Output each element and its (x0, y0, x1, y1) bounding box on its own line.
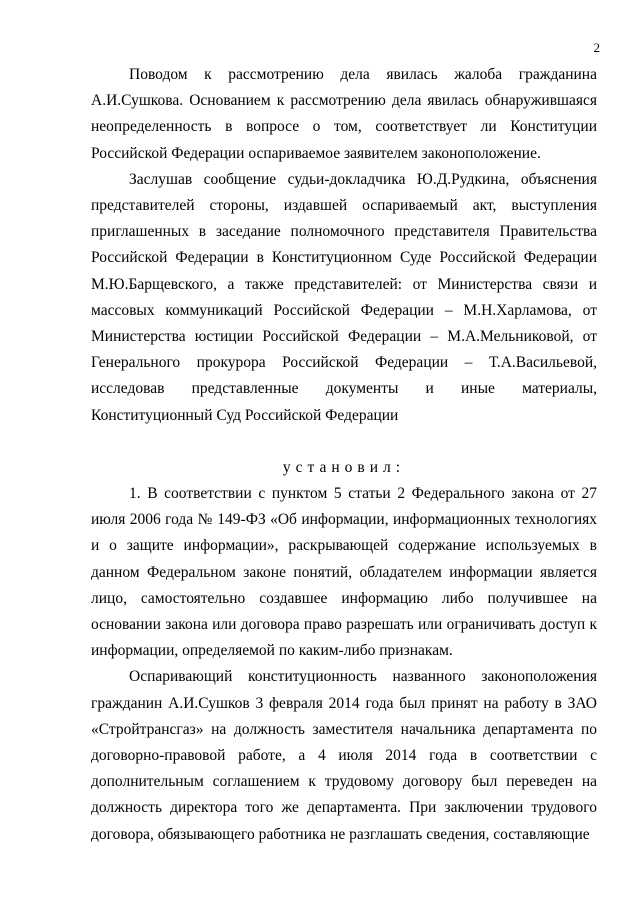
paragraph-hearing: Заслушав сообщение судьи-докладчика Ю.Д.Рудкина, объяснения представителей стороны, издавшей оспариваемый акт, выступления приглашенных в заседание полномочного представителя Правительства Российской Федерации в Конституционном Суде Российской Федерации М.Ю.Барщевского, а также представителей: от Министерства связи и массовых коммуникаций Российской Федерации – М.Н.Харламова, от Министерства юстиции Российской Федерации – М.А.Мельниковой, от Генерального прокурора Российской Федерации – Т.А.Васильевой, исследовав представленные документы и иные материалы, Конституционный Суд Российской Федерации (91, 170, 597, 424)
paragraph-grounds: Поводом к рассмотрению дела явилась жалоба гражданина А.И.Сушкова. Основанием к рассмотрению дела явилась обнаружившаяся неопределенность в вопросе о том, соответствует ли Конституции Российской Федерации оспариваемое заявителем законоположение. (91, 66, 597, 162)
paragraph-point-1: 1. В соответствии с пунктом 5 статьи 2 Федерального закона от 27 июля 2006 года № 149-ФЗ «Об информации, информационных технологиях и о защите информации», раскрывающей содержание используемых в данном Федеральном законе понятий, обладателем информации является лицо, самостоятельно создавшее информацию либо получившее на основании закона или договора право разрешать или ограничивать доступ к информации, определяемой по каким-либо признакам. (91, 485, 597, 660)
paragraph-applicant: Оспаривающий конституционность названного законоположения гражданин А.И.Сушков 3 февраля 2014 года был принят на работу в ЗАО «Стройтрансгаз» на должность заместителя начальника департамента по договорно-правовой работе, а 4 июля 2014 года в соответствии с дополнительным соглашением к трудовому договору был переведен на должность директора того же департамента. При заключении трудового договора, обязывающего работника не разглашать сведения, составляющие (91, 668, 597, 843)
page-number: 2 (593, 40, 600, 55)
document-body (91, 62, 597, 848)
section-heading-established: установил: (282, 458, 406, 476)
